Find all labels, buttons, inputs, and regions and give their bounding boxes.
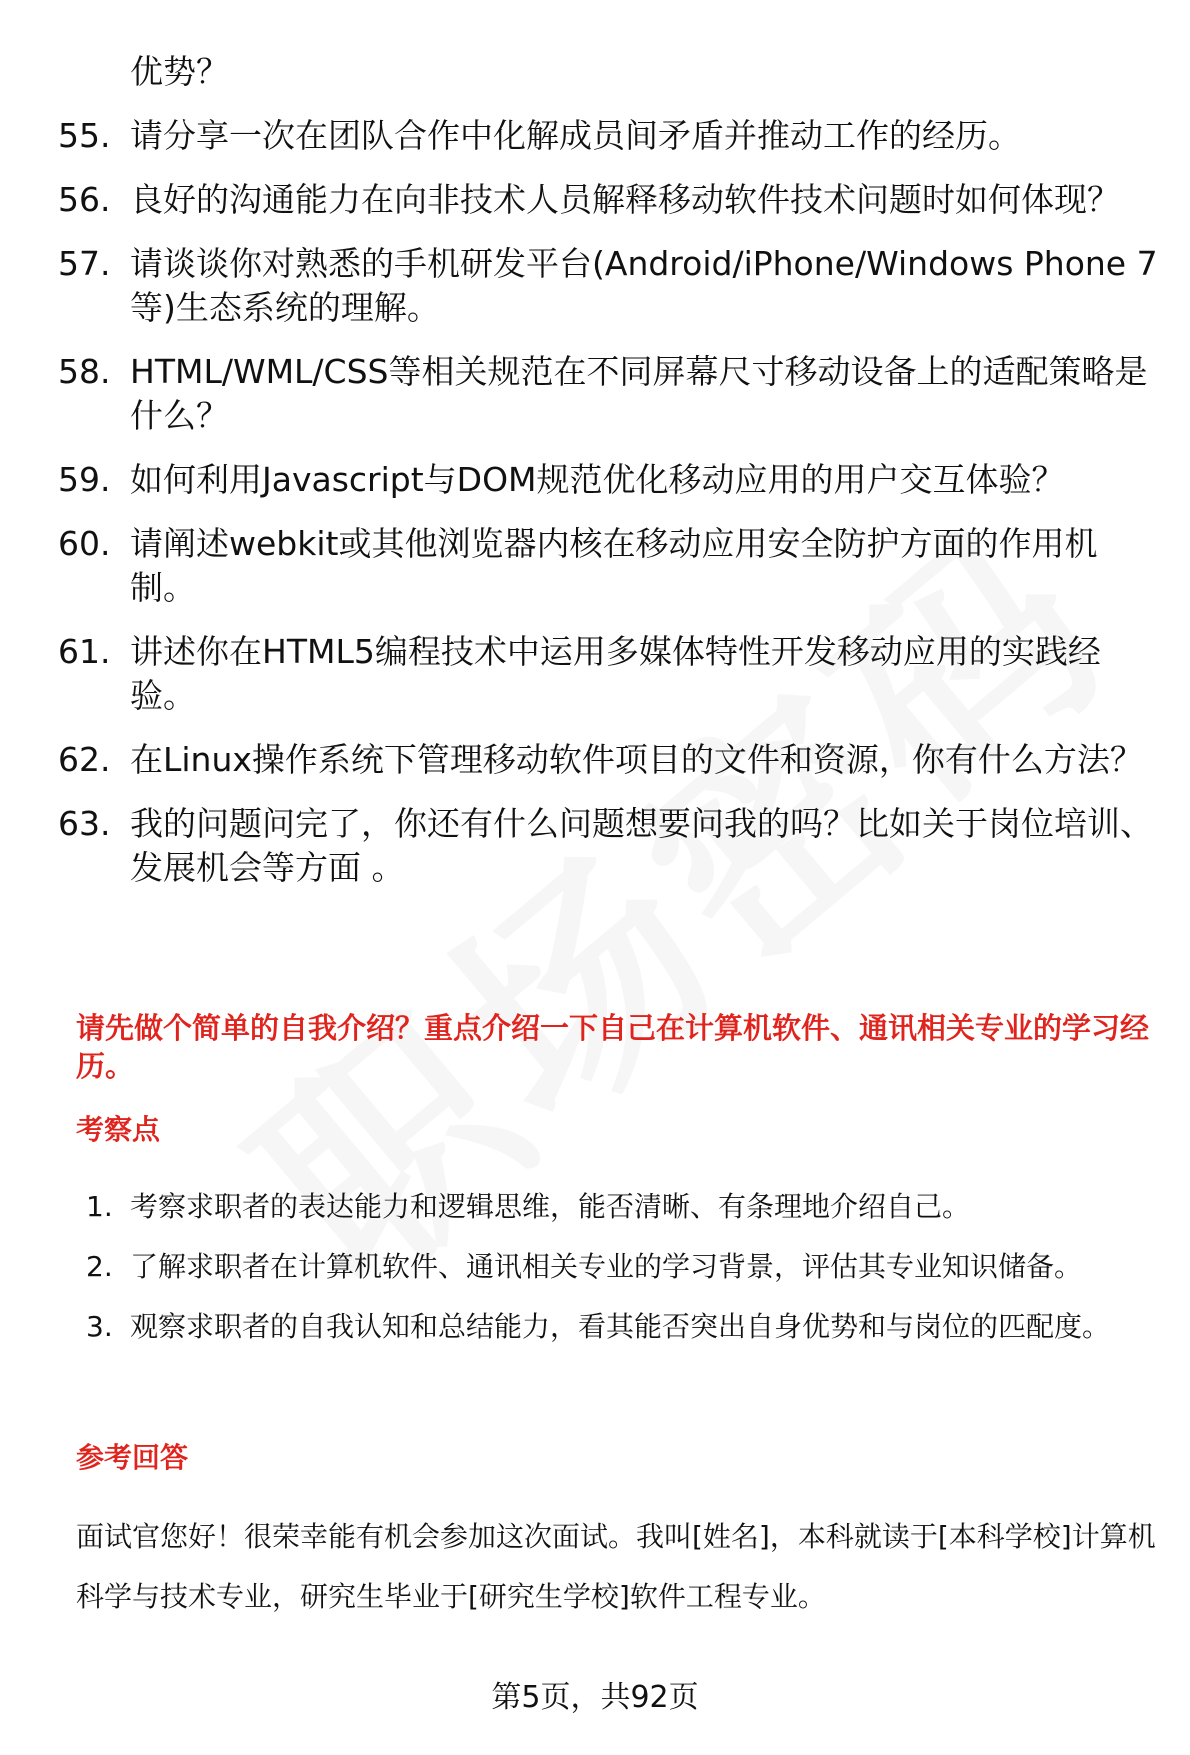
question-text: HTML/WML/CSS等相关规范在不同屏幕尺寸移动设备上的适配策略是什么？ bbox=[130, 352, 1148, 435]
assessment-points-label: 考察点 bbox=[76, 1113, 161, 1146]
assessment-point bbox=[86, 1237, 1166, 1297]
question-text: 如何利用Javascript与DOM规范优化移动应用的用户交互体验？ bbox=[130, 460, 1065, 499]
question-item bbox=[58, 738, 1158, 782]
question-item bbox=[58, 458, 1158, 502]
assessment-points-list bbox=[86, 1177, 1166, 1357]
question-number: 61. bbox=[58, 632, 111, 671]
question-text: 请阐述webkit或其他浏览器内核在移动应用安全防护方面的作用机制。 bbox=[130, 524, 1098, 607]
question-text: 请分享一次在团队合作中化解成员间矛盾并推动工作的经历。 bbox=[130, 116, 1021, 155]
question-number: 59. bbox=[58, 460, 111, 499]
question-number: 62. bbox=[58, 740, 111, 779]
interview-question-heading: 请先做个简单的自我介绍？重点介绍一下自己在计算机软件、通讯相关专业的学习经历。 bbox=[76, 1011, 1150, 1083]
question-number: 55. bbox=[58, 116, 111, 155]
question-text: 良好的沟通能力在向非技术人员解释移动软件技术问题时如何体现？ bbox=[130, 180, 1120, 219]
question-text: 我的问题问完了，你还有什么问题想要问我的吗？比如关于岗位培训、发展机会等方面 。 bbox=[130, 804, 1153, 887]
question-list bbox=[58, 50, 1158, 910]
question-continuation: 优势？ bbox=[130, 52, 229, 91]
point-text: 观察求职者的自我认知和总结能力，看其能否突出自身优势和与岗位的匹配度。 bbox=[130, 1310, 1111, 1343]
question-text: 请谈谈你对熟悉的手机研发平台(Android/iPhone/Windows Phone 7等)生态系统的理解。 bbox=[130, 244, 1158, 327]
point-number: 2. bbox=[86, 1250, 113, 1283]
question-item bbox=[58, 114, 1158, 158]
question-item bbox=[58, 802, 1158, 890]
question-number: 58. bbox=[58, 352, 111, 391]
question-number: 60. bbox=[58, 524, 111, 563]
question-item bbox=[58, 178, 1158, 222]
assessment-point bbox=[86, 1297, 1166, 1357]
question-number: 63. bbox=[58, 804, 111, 843]
point-text: 考察求职者的表达能力和逻辑思维，能否清晰、有条理地介绍自己。 bbox=[130, 1190, 971, 1223]
question-item bbox=[58, 522, 1158, 610]
question-item bbox=[58, 630, 1158, 718]
reference-answer-label: 参考回答 bbox=[76, 1441, 189, 1474]
point-number: 3. bbox=[86, 1310, 113, 1343]
question-number: 56. bbox=[58, 180, 111, 219]
assessment-point bbox=[86, 1177, 1166, 1237]
question-text: 讲述你在HTML5编程技术中运用多媒体特性开发移动应用的实践经验。 bbox=[130, 632, 1101, 715]
page-number: 第5页，共92页 bbox=[491, 1680, 699, 1715]
reference-answer-text: 面试官您好！很荣幸能有机会参加这次面试。我叫[姓名]，本科就读于[本科学校]计算机科学与技术专业，研究生毕业于[研究生学校]软件工程专业。 bbox=[76, 1520, 1156, 1613]
question-text: 在Linux操作系统下管理移动软件项目的文件和资源，你有什么方法？ bbox=[130, 740, 1143, 779]
question-item bbox=[58, 350, 1158, 438]
point-number: 1. bbox=[86, 1190, 113, 1223]
question-item bbox=[58, 242, 1158, 330]
point-text: 了解求职者在计算机软件、通讯相关专业的学习背景，评估其专业知识储备。 bbox=[130, 1250, 1083, 1283]
question-number: 57. bbox=[58, 244, 111, 283]
